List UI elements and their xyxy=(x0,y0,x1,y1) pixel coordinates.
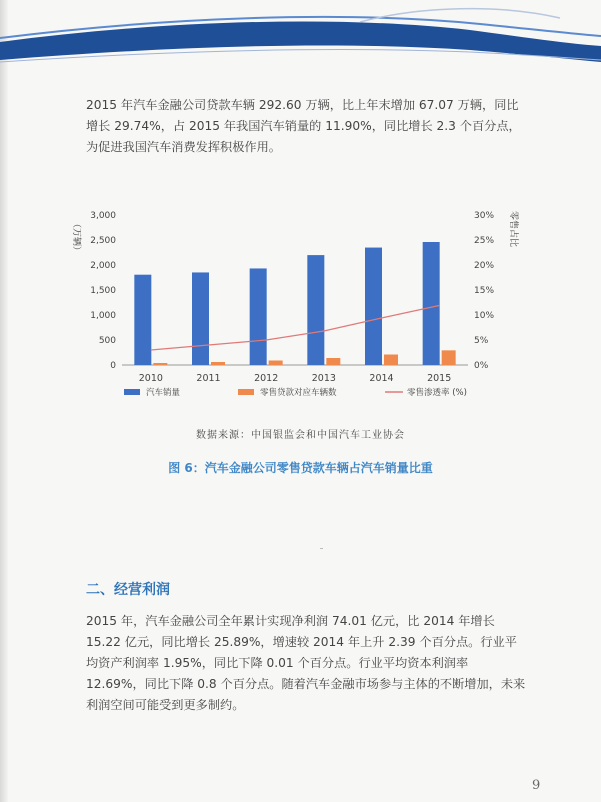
legend-label: 零售贷款对应车辆数 xyxy=(260,388,337,398)
y2-tick-label: 30% xyxy=(474,211,495,221)
y2-tick-label: 15% xyxy=(474,286,495,296)
bar-sales xyxy=(134,275,151,365)
bar-loan-vehicles xyxy=(153,363,167,365)
y2-tick-label: 20% xyxy=(474,261,495,271)
bar-sales xyxy=(250,268,267,365)
legend-swatch xyxy=(238,389,254,395)
y-axis-label: （万辆） xyxy=(71,218,81,256)
x-tick-label: 2014 xyxy=(369,373,394,384)
bar-loan-vehicles xyxy=(442,350,456,365)
y-tick-label: 0 xyxy=(110,361,116,371)
y-tick-label: 1,000 xyxy=(90,311,116,321)
x-tick-label: 2010 xyxy=(138,373,163,384)
header-decoration xyxy=(0,0,601,70)
legend-swatch xyxy=(124,389,140,395)
y2-tick-label: 10% xyxy=(474,311,495,321)
bar-sales xyxy=(307,255,324,365)
book-spine-shadow xyxy=(0,0,8,802)
bar-sales xyxy=(192,272,209,365)
chart-legend xyxy=(124,387,467,398)
y2-tick-label: 25% xyxy=(474,236,495,246)
x-tick-label: 2011 xyxy=(196,373,221,384)
y-tick-label: 500 xyxy=(98,336,116,346)
y2-axis-label: 零售占比 xyxy=(508,210,518,248)
bar-loan-vehicles xyxy=(211,362,225,365)
y-tick-label: 2,000 xyxy=(90,261,116,271)
y2-tick-label: 0% xyxy=(474,361,489,371)
data-source: 数据来源：中国银监会和中国汽车工业协会 xyxy=(196,430,405,441)
x-tick-label: 2012 xyxy=(254,373,279,384)
y2-tick-label: 5% xyxy=(474,336,489,346)
intro-paragraph: 2015 年汽车金融公司贷款车辆 292.60 万辆，比上年末增加 67.07 万辆，同比增长 29.74%，占 2015 年我国汽车销量的 11.90%，同比增长 2.3 个百分点，为促进我国汽车消费发挥积极作用。 xyxy=(86,98,521,154)
legend-label: 零售渗透率 (%) xyxy=(407,388,467,398)
bar-loan-vehicles xyxy=(326,358,340,365)
divider-mark xyxy=(320,548,323,549)
bar-sales xyxy=(423,242,440,365)
y-tick-label: 1,500 xyxy=(90,286,116,296)
bar-loan-vehicles xyxy=(269,361,283,366)
chart xyxy=(60,205,530,420)
bar-sales xyxy=(365,248,382,365)
chart-bars xyxy=(134,242,455,365)
page-number: 9 xyxy=(532,778,541,793)
x-tick-label: 2015 xyxy=(427,373,452,384)
legend-label: 汽车销量 xyxy=(146,388,181,398)
profit-paragraph: 2015 年，汽车金融公司全年累计实现净利润 74.01 亿元，比 2014 年增长 15.22 亿元，同比增长 25.89%，增速较 2014 年上升 2.39 个百分点。行业平均资产利润率 1.95%，同比下降 0.01 个百分点。行业平均资本利润率 12.69%，同比下降 0.8 个百分点。随着汽车金融市场参与主体的不断增加，未来利润空间可能受到更多制约。 xyxy=(86,614,526,712)
y-tick-label: 2,500 xyxy=(90,236,116,246)
section-title: 二、经营利润 xyxy=(86,582,170,598)
x-tick-label: 2013 xyxy=(311,373,336,384)
y-tick-label: 3,000 xyxy=(90,211,116,221)
figure-caption: 图 6：汽车金融公司零售贷款车辆占汽车销量比重 xyxy=(168,461,433,475)
bar-loan-vehicles xyxy=(384,355,398,366)
